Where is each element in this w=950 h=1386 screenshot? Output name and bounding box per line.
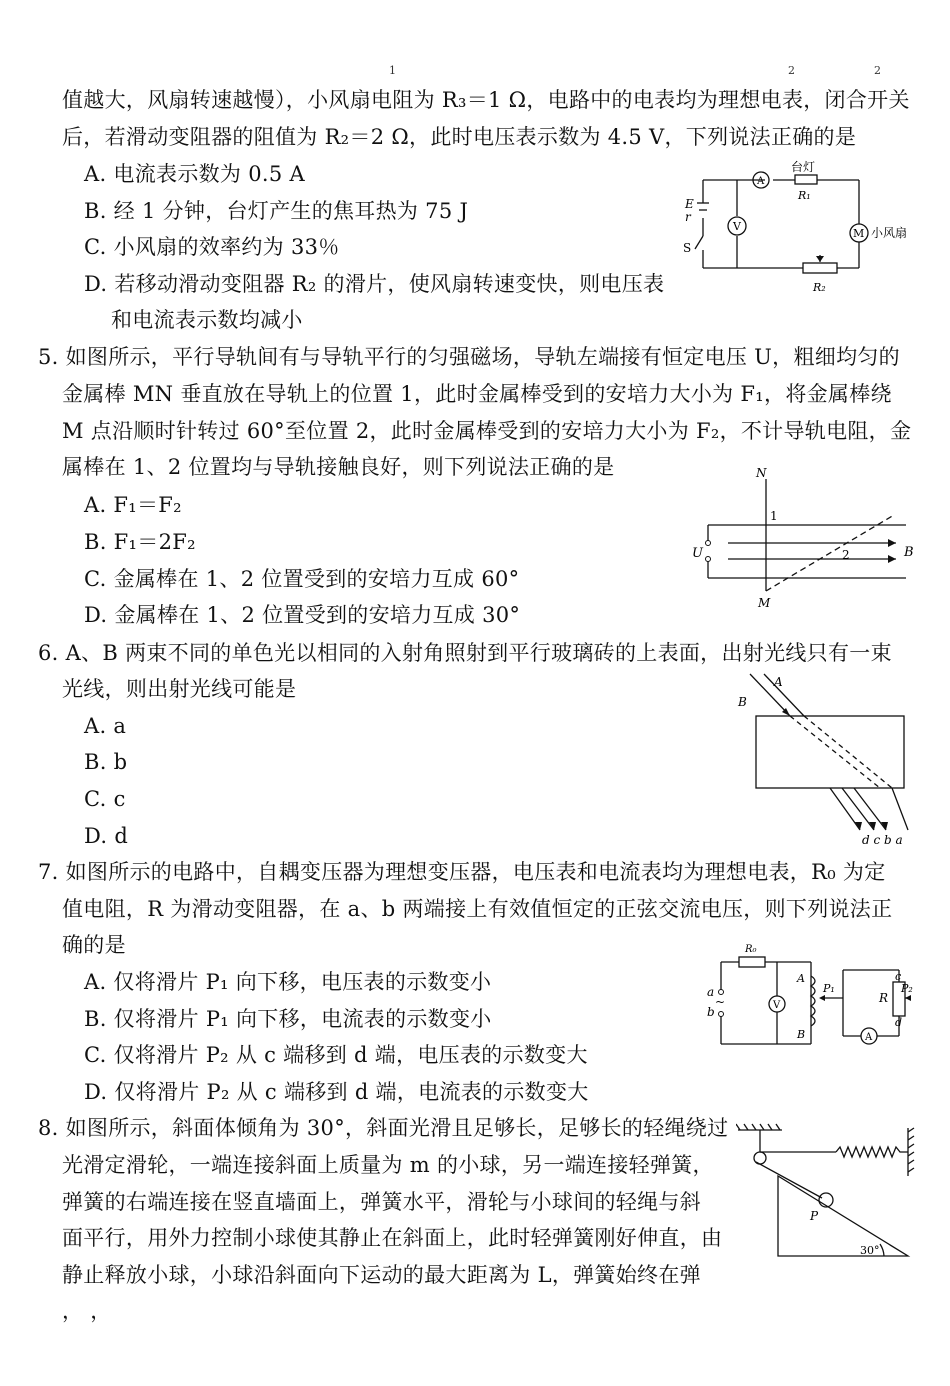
transformer-circuit-q7 xyxy=(705,940,925,1055)
text-line: 属棒在 1、2 位置均与导轨接触良好，则下列说法正确的是 xyxy=(62,455,615,479)
ammeter-icon: A xyxy=(757,176,765,187)
label-m: M xyxy=(758,596,771,610)
page-mark: 1 xyxy=(389,64,396,77)
question-5: 5. 如图所示，平行导轨间有与导轨平行的匀强磁场，导轨左端接有恒定电压 U，粗细均匀的 xyxy=(38,345,900,369)
label-p: P xyxy=(810,1209,819,1223)
option-q7-d: D. 仅将滑片 P₂ 从 c 端移到 d 端，电流表的示数变大 xyxy=(84,1080,589,1104)
label-r0: R₀ xyxy=(745,944,757,955)
circuit-diagram-q4 xyxy=(675,158,925,300)
option-q5-d: D. 金属棒在 1、2 位置受到的安培力互成 30° xyxy=(84,603,521,627)
ammeter-icon: A xyxy=(865,1032,873,1043)
question-7: 7. 如图所示的电路中，自耦变压器为理想变压器，电压表和电流表均为理想电表，R₀ 为定 xyxy=(38,860,886,884)
label-r2: R₂ xyxy=(813,281,826,294)
label-coil-a: A xyxy=(797,972,805,985)
text-line: 静止释放小球，小球沿斜面向下运动的最大距离为 L，弹簧始终在弹 xyxy=(62,1263,701,1287)
label-position-2: 2 xyxy=(842,548,850,562)
label-angle: 30° xyxy=(860,1244,880,1257)
label-position-1: 1 xyxy=(770,509,778,523)
label-p2: P₂ xyxy=(901,982,913,995)
text-line: 光滑定滑轮，一端连接斜面上质量为 m 的小球，另一端连接轻弹簧， xyxy=(62,1153,714,1177)
label-s: S xyxy=(683,241,692,255)
text-line: ， ， xyxy=(62,1299,112,1323)
text-line: 弹簧的右端连接在竖直墙面上，弹簧水平，滑轮与小球间的轻绳与斜 xyxy=(62,1190,701,1214)
option-q5-c: C. 金属棒在 1、2 位置受到的安培力互成 60° xyxy=(84,567,520,591)
motor-icon: M xyxy=(853,227,865,240)
label-outputs: d c b a xyxy=(862,833,903,847)
text-line: M 点沿顺时针转过 60°至位置 2，此时金属棒受到的安培力大小为 F₂，不计导轨电阻，金 xyxy=(62,419,912,443)
label-e: E xyxy=(685,197,694,211)
label-d: d xyxy=(895,1016,903,1029)
option-q4-d: D. 若移动滑动变阻器 R₂ 的滑片，使风扇转速变快，则电压表 xyxy=(84,272,665,296)
question-8: 8. 如图所示，斜面体倾角为 30°，斜面光滑且足够长，足够长的轻绳绕过 xyxy=(38,1116,729,1140)
option-q7-b: B. 仅将滑片 P₁ 向下移，电流表的示数变小 xyxy=(84,1007,492,1031)
label-r: R xyxy=(879,991,889,1005)
label-b-terminal: b xyxy=(707,1005,715,1019)
page-mark: 2 xyxy=(874,64,881,77)
option-q6-a: A. a xyxy=(84,714,127,738)
option-q6-c: C. c xyxy=(84,787,126,811)
option-q4-b: B. 经 1 分钟，台灯产生的焦耳热为 75 J xyxy=(84,199,469,223)
text-line: 金属棒 MN 垂直放在导轨上的位置 1，此时金属棒受到的安培力大小为 F₁，将金属棒绕 xyxy=(62,382,892,406)
label-p1: P₁ xyxy=(823,982,835,995)
text-line: 确的是 xyxy=(62,933,126,957)
label-b: B xyxy=(904,545,914,560)
option-q4-c: C. 小风扇的效率约为 33％ xyxy=(84,235,340,259)
label-r: r xyxy=(685,210,691,224)
option-q7-c: C. 仅将滑片 P₂ 从 c 端移到 d 端，电压表的示数变大 xyxy=(84,1043,588,1067)
option-q4-a: A. 电流表示数为 0.5 A xyxy=(84,162,305,186)
label-n: N xyxy=(756,466,767,480)
label-b-beam: B xyxy=(738,695,747,709)
label-coil-b: B xyxy=(797,1028,806,1041)
option-q6-d: D. d xyxy=(84,824,129,848)
text-line: 和电流表示数均减小 xyxy=(111,308,303,332)
glass-brick-diagram-q6 xyxy=(730,672,924,850)
option-q5-b: B. F₁＝2F₂ xyxy=(84,530,196,554)
text-line: 光线，则出射光线可能是 xyxy=(62,677,297,701)
label-lamp: 台灯 xyxy=(791,160,816,174)
text-line: 值电阻，R 为滑动变阻器，在 a、b 两端接上有效值恒定的正弦交流电压，则下列说法正 xyxy=(62,897,893,921)
question-6: 6. A、B 两束不同的单色光以相同的入射角照射到平行玻璃砖的上表面，出射光线只有一束 xyxy=(38,641,892,665)
incline-spring-diagram-q8 xyxy=(736,1120,926,1266)
voltmeter-icon: V xyxy=(773,1000,781,1011)
rail-diagram-q5 xyxy=(688,463,920,613)
text-line: 后，若滑动变阻器的阻值为 R₂＝2 Ω，此时电压表示数为 4.5 V，下列说法正确的是 xyxy=(62,125,857,149)
option-q6-b: B. b xyxy=(84,750,128,774)
text-line: 面平行，用外力控制小球使其静止在斜面上，此时轻弹簧刚好伸直，由 xyxy=(62,1226,723,1250)
label-a-beam: A xyxy=(774,675,783,689)
voltmeter-icon: V xyxy=(733,220,741,233)
label-fan: 小风扇 xyxy=(871,226,908,240)
label-u: U xyxy=(692,546,703,561)
page-mark: 2 xyxy=(788,64,795,77)
ac-source-icon: ~ xyxy=(715,995,726,1009)
option-q7-a: A. 仅将滑片 P₁ 向下移，电压表的示数变小 xyxy=(84,970,492,994)
label-a-terminal: a xyxy=(707,985,715,999)
label-c: c xyxy=(895,970,902,983)
option-q5-a: A. F₁＝F₂ xyxy=(84,493,182,517)
label-r1: R₁ xyxy=(798,189,811,202)
text-line: 值越大，风扇转速越慢），小风扇电阻为 R₃＝1 Ω，电路中的电表均为理想电表，闭合开关 xyxy=(62,88,910,112)
